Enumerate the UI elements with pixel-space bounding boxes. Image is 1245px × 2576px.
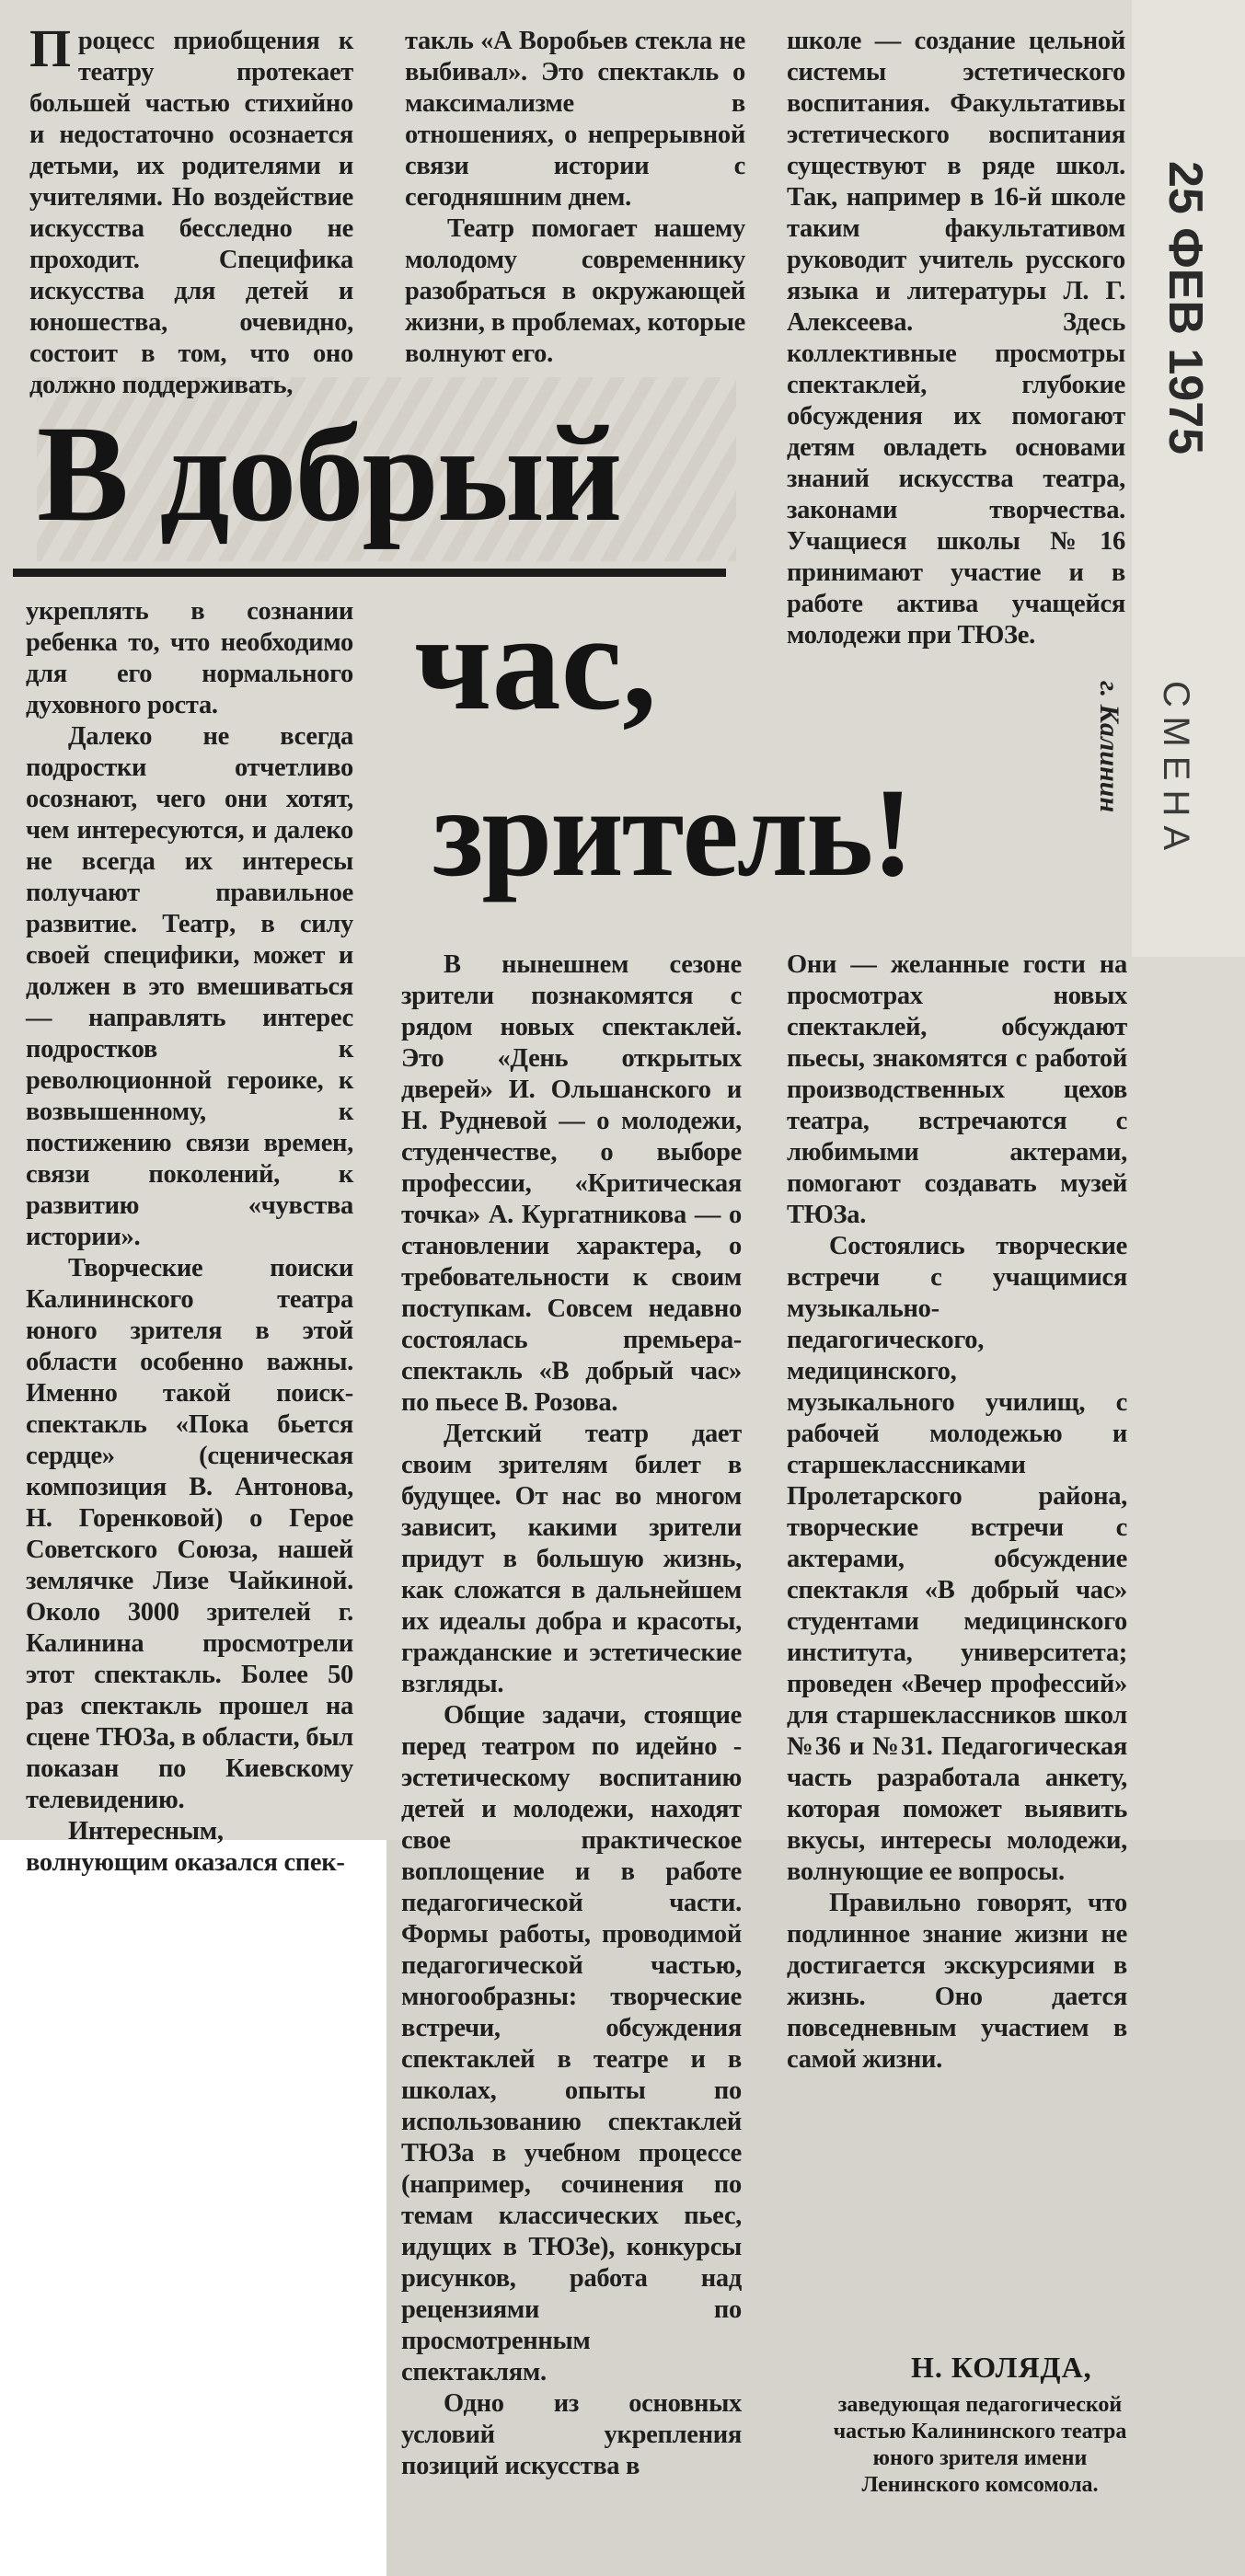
paragraph: школе — создание цельной системы эстетического воспитания. Факультативы эстетического воспитания существуют в ряде школ. Так, например в 16-й школе таким факультативом руководит учитель русского языка и литературы Л. Г. Алексеева. Здесь коллективные просмотры спектаклей, глубокие обсуждения их помогают детям овладеть основами знаний искусства театра, законами творчества. Учащиеся школы №16 принимают участие и в работе актива учащейся молодежи при ТЮЗе. bbox=[787, 27, 1125, 650]
headline-line-3: зритель! bbox=[432, 762, 913, 903]
paragraph: укреплять в сознании ребенка то, что необходимо для его нормального духовного роста. bbox=[26, 597, 353, 719]
byline-city: г. Калинин bbox=[1094, 681, 1124, 813]
column-3-bottom bbox=[787, 949, 1127, 2076]
newspaper-name: СМЕНА bbox=[1156, 681, 1196, 860]
headline-line-1: В добрый bbox=[37, 397, 621, 550]
paragraph: Творческие поиски Калининского театра юного зрителя в этой области особенно важны. Именно такой поиск-спектакль «Пока бьется сердце» (сценическая композиция В. Антонова, Н. Горенковой) о Герое Советского Союза, нашей землячке Лизе Чайкиной. Около 3000 зрителей г. Калинина просмотрели этот спектакль. Более 50 раз спектакль прошел на сцене ТЮЗа, в области, был показан по Киевскому телевидению. bbox=[26, 1254, 353, 1814]
blank-area bbox=[0, 1840, 386, 2576]
paragraph: Общие задачи, стоящие перед театром по идейно - эстетическому воспитанию детей и молодежи, находят свое практическое воплощение и в работе педагогической части. Формы работы, проводимой педагогической частью, многообразны: творческие встречи, обсуждения спектаклей в театре и в школах, опыты по использованию спектаклей ТЮЗа в учебном процессе (например, сочинения по темам классических пьес, идущих в ТЮЗе), конкурсы рисунков, работа над рецензиями по просмотренным спектаклям. bbox=[401, 1701, 742, 2386]
paragraph: Правильно говорят, что подлинное знание жизни не достигается экскурсиями в жизнь. Оно дается повседневным участием в самой жизни. bbox=[787, 1889, 1127, 2074]
paragraph: такль «А Воробьев стекла не выбивал». Это спектакль о максимализме в отношениях, о непрерывной связи истории с сегодняшним днем. bbox=[405, 27, 745, 212]
paragraph: Театр помогает нашему молодому современнику разобраться в окружающей жизни, в проблемах, которые волнуют его. bbox=[405, 214, 745, 368]
paragraph: Детский театр дает своим зрителям билет в будущее. От нас во многом зависит, какими зрители придут в большую жизнь, как сложатся в дальнейшем их идеалы добра и красоты, гражданские и эстетические взгляды. bbox=[401, 1420, 742, 1698]
paragraph: В нынешнем сезоне зрители познакомятся с рядом новых спектаклей. Это «День открытых дверей» И. Ольшанского и Н. Рудневой — о молодежи, студенчестве, о выборе профессии, «Критическая точка» А. Кургатникова — о становлении характера, о требовательности к своим поступкам. Совсем недавно состоялась премьера-спектакль «В добрый час» по пьесе В. Розова. bbox=[401, 950, 742, 1417]
dropcap: П bbox=[29, 18, 71, 78]
paragraph: Далеко не всегда подростки отчетливо осознают, чего они хотят, чем интересуются, и далеко не всегда их интересы получают правильное развитие. Театр, в силу своей специфики, может и должен в это вмешиваться — направлять интерес подростков к революционной героике, к возвышенному, к постижению связи времен, связи поколений, к развитию «чувства истории». bbox=[26, 722, 353, 1251]
column-2-top bbox=[405, 26, 745, 370]
paragraph: Интересным, волнующим оказался спек- bbox=[26, 1817, 345, 1877]
column-3-top bbox=[787, 26, 1125, 651]
paragraph: Они — желанные гости на просмотрах новых спектаклей, обсуждают пьесы, знакомятся с работой производственных цехов театра, встречаются с любимыми актерами, помогают создавать музей ТЮЗа. bbox=[787, 950, 1127, 1229]
author-title: заведующая педагогической частью Калининского театра юного зрителя имени Ленинского комсомола. bbox=[833, 2393, 1127, 2497]
headline-rule bbox=[13, 569, 726, 577]
paragraph-text: роцесс приобщения к театру протекает большей частью стихийно и недостаточно осознается детьми, их родителями и учителями. Но воздействие искусства бесследно не проходит. Специфика искусства для детей и юношества, очевидно, состоит в том, что оно должно поддерживать, bbox=[29, 27, 353, 399]
paragraph bbox=[29, 18, 353, 401]
column-1-bottom bbox=[26, 596, 353, 1879]
paragraph: Одно из основных условий укрепления позиций искусства в bbox=[401, 2389, 742, 2480]
column-1-top bbox=[29, 18, 353, 401]
headline-line-2: час, bbox=[414, 586, 657, 739]
column-2-bottom bbox=[401, 949, 742, 2482]
paragraph: Состоялись творческие встречи с учащимися музыкально-педагогического, медицинского, музыкального училищ, с рабочей молодежью и старшеклассниками Пролетарского района, творческие встречи с актерами, обсуждение спектакля «В добрый час» студентами медицинского института, университета; проведен «Вечер профессий» для старшеклассников школ №36 и №31. Педагогическая часть разработала анкету, которая поможет выявить вкусы, интересы молодежи, волнующие ее вопросы. bbox=[787, 1232, 1127, 1886]
date-stamp: 25 ФЕВ 1975 bbox=[1159, 161, 1212, 455]
author-name: Н. КОЛЯДА, bbox=[911, 2351, 1092, 2384]
